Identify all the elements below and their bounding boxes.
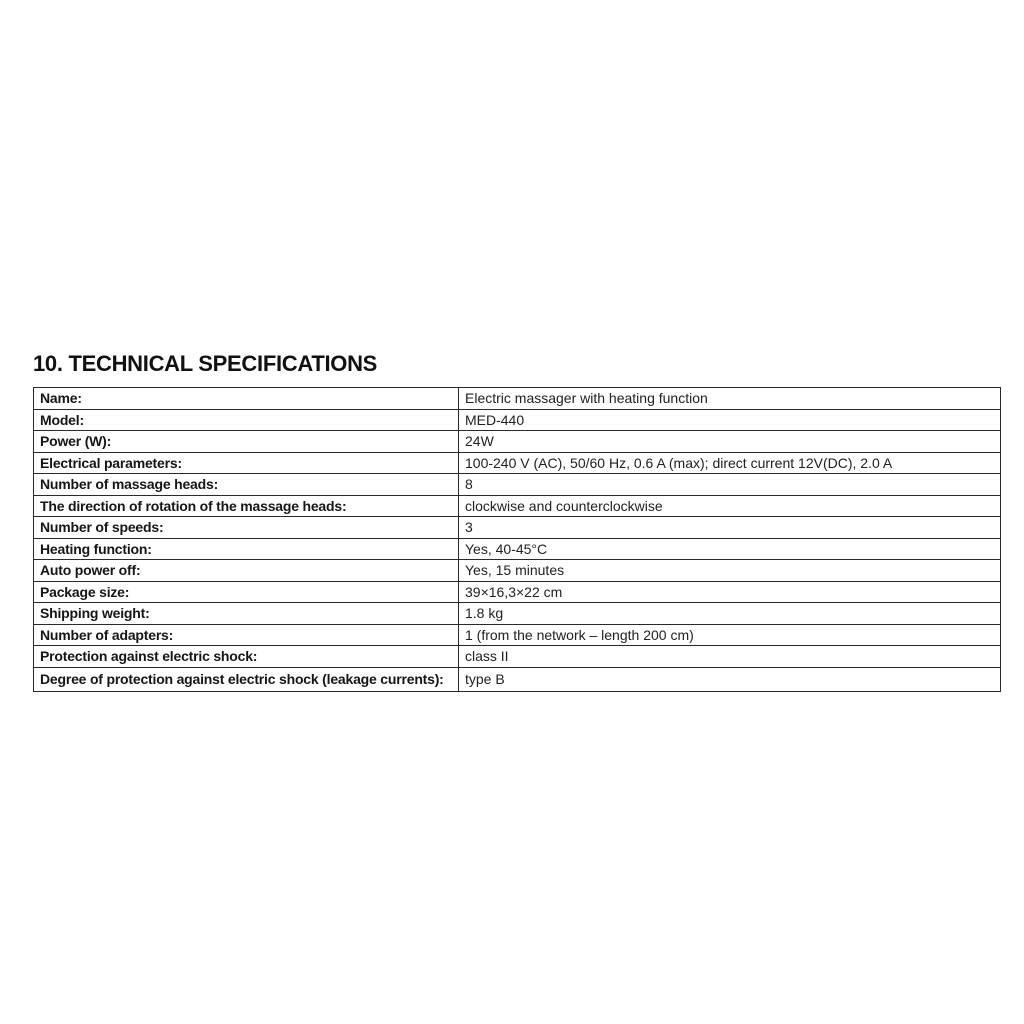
spec-label: Name: xyxy=(34,388,459,410)
table-row xyxy=(34,646,1001,668)
table-row xyxy=(34,474,1001,496)
spec-value: class II xyxy=(459,646,1001,668)
spec-table xyxy=(33,387,1001,692)
spec-value: 24W xyxy=(459,431,1001,453)
spec-label: Number of massage heads: xyxy=(34,474,459,496)
spec-label: Package size: xyxy=(34,581,459,603)
spec-label: Shipping weight: xyxy=(34,603,459,625)
spec-value: 39×16,3×22 cm xyxy=(459,581,1001,603)
spec-value: Electric massager with heating function xyxy=(459,388,1001,410)
spec-label: The direction of rotation of the massage heads: xyxy=(34,495,459,517)
spec-value: 8 xyxy=(459,474,1001,496)
section-title: 10. TECHNICAL SPECIFICATIONS xyxy=(33,351,378,376)
technical-specifications-section xyxy=(33,350,1000,692)
spec-value: 1 (from the network – length 200 cm) xyxy=(459,624,1001,646)
table-row xyxy=(34,431,1001,453)
table-row xyxy=(34,452,1001,474)
spec-label: Model: xyxy=(34,409,459,431)
table-row xyxy=(34,581,1001,603)
spec-label: Protection against electric shock: xyxy=(34,646,459,668)
spec-value: MED-440 xyxy=(459,409,1001,431)
spec-value: 100-240 V (AC), 50/60 Hz, 0.6 A (max); direct current 12V(DC), 2.0 A xyxy=(459,452,1001,474)
table-row xyxy=(34,495,1001,517)
spec-value: 1.8 kg xyxy=(459,603,1001,625)
table-row xyxy=(34,409,1001,431)
table-row xyxy=(34,667,1001,691)
table-row xyxy=(34,388,1001,410)
spec-label: Power (W): xyxy=(34,431,459,453)
table-row xyxy=(34,624,1001,646)
spec-label: Number of adapters: xyxy=(34,624,459,646)
spec-value: 3 xyxy=(459,517,1001,539)
spec-label: Auto power off: xyxy=(34,560,459,582)
table-row xyxy=(34,538,1001,560)
spec-label: Number of speeds: xyxy=(34,517,459,539)
table-row xyxy=(34,603,1001,625)
table-row xyxy=(34,517,1001,539)
spec-label: Heating function: xyxy=(34,538,459,560)
spec-label: Degree of protection against electric shock (leakage currents): xyxy=(34,667,459,691)
table-row xyxy=(34,560,1001,582)
spec-value: clockwise and counterclockwise xyxy=(459,495,1001,517)
spec-value: type B xyxy=(459,667,1001,691)
spec-value: Yes, 15 minutes xyxy=(459,560,1001,582)
spec-value: Yes, 40-45°C xyxy=(459,538,1001,560)
spec-label: Electrical parameters: xyxy=(34,452,459,474)
